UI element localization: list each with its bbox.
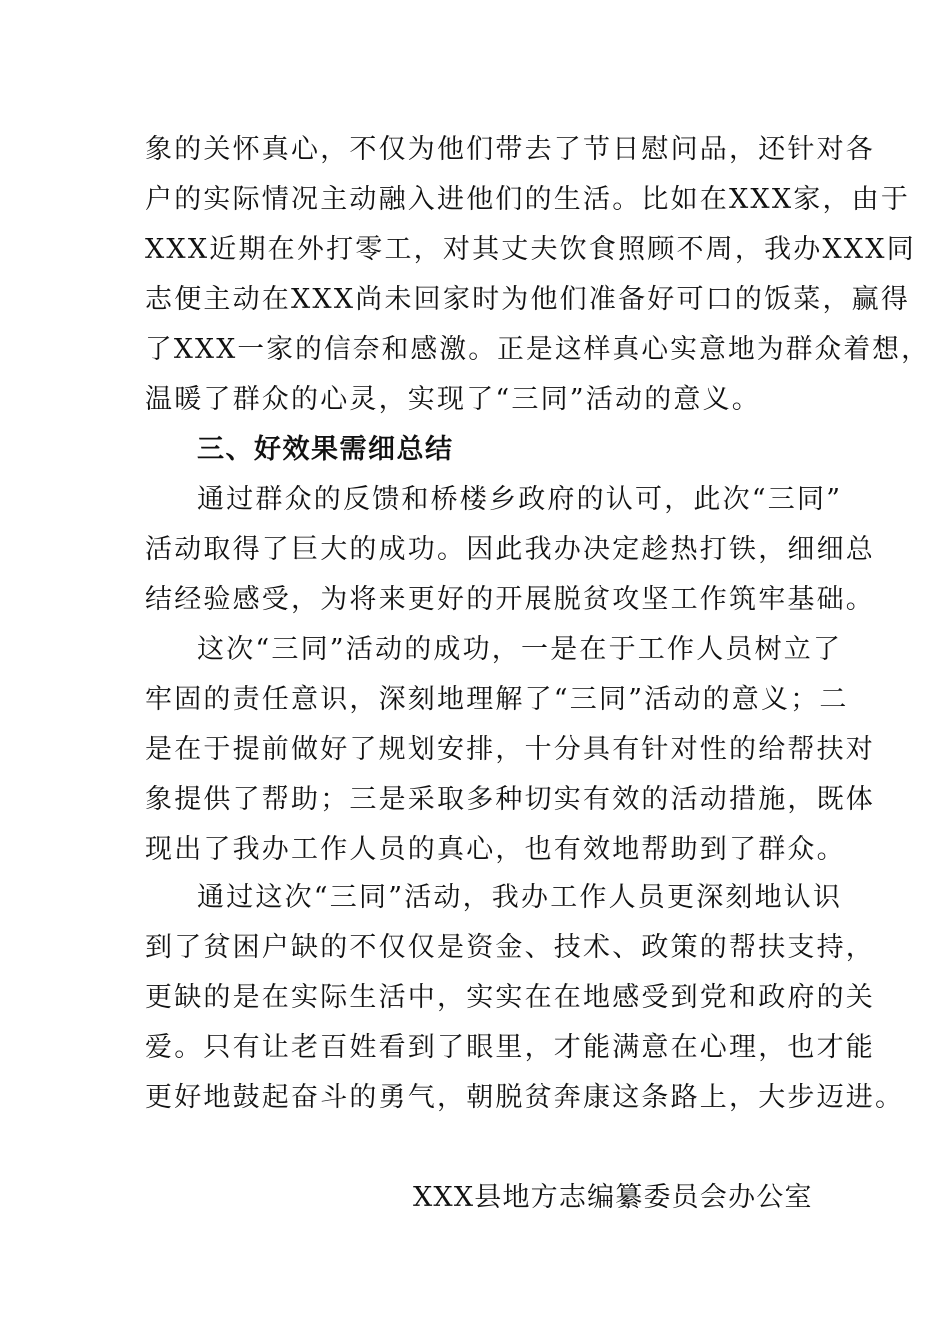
paragraph-1-line-3: XXX近期在外打零工，对其丈夫饮食照顾不周，我办XXX同 — [145, 234, 916, 265]
paragraph-3-line-3: 是在于提前做好了规划安排，十分具有针对性的给帮扶对 — [145, 734, 875, 765]
paragraph-1-line-5: 了XXX一家的信奈和感激。正是这样真心实意地为群众着想， — [145, 334, 930, 365]
paragraph-3-line-1: 这次“三同”活动的成功，一是在于工作人员树立了 — [197, 634, 843, 665]
paragraph-4-line-2: 到了贫困户缺的不仅仅是资金、技术、政策的帮扶支持， — [145, 932, 875, 963]
paragraph-3-line-2: 牢固的责任意识，深刻地理解了“三同”活动的意义；二 — [145, 684, 849, 715]
paragraph-4-line-3: 更缺的是在实际生活中，实实在在地感受到党和政府的关 — [145, 982, 875, 1013]
paragraph-4-line-5: 更好地鼓起奋斗的勇气，朝脱贫奔康这条路上，大步迈进。 — [145, 1082, 905, 1113]
paragraph-1-line-2: 户的实际情况主动融入进他们的生活。比如在XXX家，由于 — [145, 184, 911, 215]
signature-organization: XXX县地方志编纂委员会办公室 — [413, 1182, 813, 1213]
paragraph-1-line-6: 温暖了群众的心灵，实现了“三同”活动的意义。 — [145, 384, 762, 415]
paragraph-4-line-4: 爱。只有让老百姓看到了眼里，才能满意在心理，也才能 — [145, 1032, 875, 1063]
paragraph-1-line-4: 志便主动在XXX尚未回家时为他们准备好可口的饭菜，赢得 — [145, 284, 911, 315]
paragraph-2-line-1: 通过群众的反馈和桥楼乡政府的认可，此次“三同” — [197, 484, 843, 515]
section-heading: 三、好效果需细总结 — [197, 434, 454, 465]
paragraph-2-line-3: 结经验感受，为将来更好的开展脱贫攻坚工作筑牢基础。 — [145, 584, 875, 615]
paragraph-1-line-1: 象的关怀真心，不仅为他们带去了节日慰问品，还针对各 — [145, 134, 875, 165]
paragraph-4-line-1: 通过这次“三同”活动，我办工作人员更深刻地认识 — [197, 882, 843, 913]
paragraph-3-line-4: 象提供了帮助；三是采取多种切实有效的活动措施，既体 — [145, 784, 875, 815]
paragraph-2-line-2: 活动取得了巨大的成功。因此我办决定趁热打铁，细细总 — [145, 534, 875, 565]
paragraph-3-line-5: 现出了我办工作人员的真心，也有效地帮助到了群众。 — [145, 834, 846, 865]
